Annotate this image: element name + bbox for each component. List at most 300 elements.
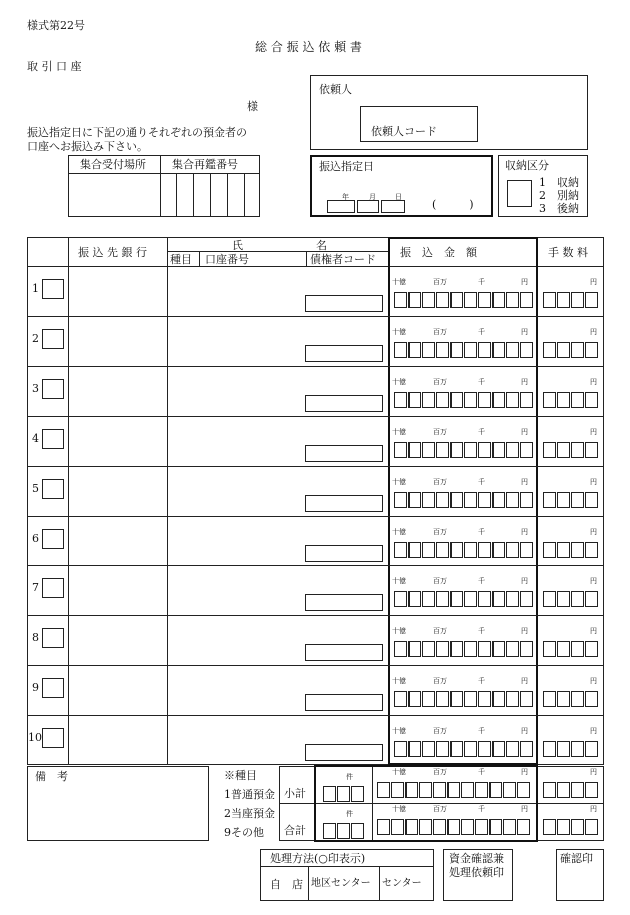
digit-cell[interactable]: [571, 392, 584, 408]
digit-cell[interactable]: [520, 542, 533, 558]
digit-cell[interactable]: [585, 591, 598, 607]
digit-cell[interactable]: [543, 591, 556, 607]
creditor-code-field[interactable]: [305, 295, 383, 312]
fee-yen-label: 円: [590, 278, 597, 286]
transfer-date-label: 振込指定日: [319, 160, 374, 173]
name-header-left: 氏: [232, 239, 243, 252]
digit-cell[interactable]: [506, 342, 519, 358]
creditor-code-field[interactable]: [305, 744, 383, 761]
row-number: 3: [32, 382, 39, 395]
year-field[interactable]: [327, 200, 355, 213]
digit-cell[interactable]: [464, 741, 477, 757]
digit-cell[interactable]: [571, 591, 584, 607]
digit-cell[interactable]: [408, 342, 421, 358]
fee-digits[interactable]: [543, 741, 599, 757]
digit-cell[interactable]: [492, 691, 505, 707]
fee-yen-label: 円: [590, 378, 597, 386]
type-3: 9その他: [224, 826, 264, 839]
digit-cell[interactable]: [450, 741, 463, 757]
digit-cell[interactable]: [543, 342, 556, 358]
digit-cell[interactable]: [478, 691, 491, 707]
digit-cell[interactable]: [489, 819, 502, 835]
digit-cell[interactable]: [433, 819, 446, 835]
digit-cell[interactable]: [323, 786, 336, 802]
unit-sen-label: 千: [478, 577, 485, 585]
row-type-field[interactable]: [42, 479, 64, 499]
fee-digits[interactable]: [543, 641, 599, 657]
digit-cell[interactable]: [405, 819, 418, 835]
digit-cell[interactable]: [543, 819, 556, 835]
digit-cell[interactable]: [585, 492, 598, 508]
digit-cell[interactable]: [464, 492, 477, 508]
digit-cell[interactable]: [543, 741, 556, 757]
digit-cell[interactable]: [461, 782, 474, 798]
digit-cell[interactable]: [450, 492, 463, 508]
creditor-code-field[interactable]: [305, 594, 383, 611]
row-number: 2: [32, 332, 39, 345]
digit-cell[interactable]: [450, 591, 463, 607]
digit-cell[interactable]: [464, 641, 477, 657]
amount-digits[interactable]: [394, 342, 534, 358]
amount-digits[interactable]: [394, 542, 534, 558]
processing-option-district-center[interactable]: 地区センター: [311, 878, 371, 889]
account-number-header: 口座番号: [205, 253, 249, 266]
digit-cell[interactable]: [571, 741, 584, 757]
digit-cell[interactable]: [520, 342, 533, 358]
digit-cell[interactable]: [422, 342, 435, 358]
day-label: 日: [395, 193, 402, 201]
digit-cell[interactable]: [394, 591, 407, 607]
digit-cell[interactable]: [571, 641, 584, 657]
unit-hyakuman-label: 百万: [433, 378, 447, 386]
subtotal-count-unit: 件: [346, 773, 353, 781]
unit-10oku-label: 十億: [392, 677, 406, 685]
digit-cell[interactable]: [475, 819, 488, 835]
type-1: 1普通預金: [224, 788, 275, 801]
digit-cell[interactable]: [557, 292, 570, 308]
digit-cell[interactable]: [422, 591, 435, 607]
digit-cell[interactable]: [492, 542, 505, 558]
digit-cell[interactable]: [478, 641, 491, 657]
fee-digits[interactable]: [543, 342, 599, 358]
digit-cell[interactable]: [475, 782, 488, 798]
amount-digits[interactable]: [394, 442, 534, 458]
digit-cell[interactable]: [394, 442, 407, 458]
digit-cell[interactable]: [585, 819, 598, 835]
fee-yen-label: 円: [590, 528, 597, 536]
digit-cell[interactable]: [436, 591, 449, 607]
unit-hyakuman-label: 百万: [433, 677, 447, 685]
unit-sen-label: 千: [478, 677, 485, 685]
creditor-code-field[interactable]: [305, 395, 383, 412]
unit-sen-label: 千: [478, 528, 485, 536]
digit-cell[interactable]: [557, 392, 570, 408]
digit-cell[interactable]: [478, 741, 491, 757]
creditor-code-field[interactable]: [305, 495, 383, 512]
digit-cell[interactable]: [464, 342, 477, 358]
digit-cell[interactable]: [492, 342, 505, 358]
digit-cell[interactable]: [394, 342, 407, 358]
digit-cell[interactable]: [571, 542, 584, 558]
digit-cell[interactable]: [557, 782, 570, 798]
digit-cell[interactable]: [422, 542, 435, 558]
unit-10oku-label: 十億: [392, 278, 406, 286]
fee-digits[interactable]: [543, 442, 599, 458]
digit-cell[interactable]: [408, 492, 421, 508]
digit-cell[interactable]: [506, 691, 519, 707]
digit-cell[interactable]: [447, 782, 460, 798]
unit-sen-label: 千: [478, 478, 485, 486]
requester-label: 依頼人: [319, 83, 352, 96]
digit-cell[interactable]: [557, 819, 570, 835]
row-type-field[interactable]: [42, 279, 64, 299]
digit-cell[interactable]: [394, 741, 407, 757]
digit-cell[interactable]: [377, 819, 390, 835]
digit-cell[interactable]: [543, 292, 556, 308]
row-number: 1: [32, 282, 39, 295]
digit-cell[interactable]: [557, 442, 570, 458]
digit-cell[interactable]: [557, 492, 570, 508]
unit-yen-label: 円: [521, 577, 528, 585]
digit-cell[interactable]: [436, 542, 449, 558]
digit-cell[interactable]: [464, 542, 477, 558]
day-field[interactable]: [381, 200, 405, 213]
digit-cell[interactable]: [478, 492, 491, 508]
creditor-code-field[interactable]: [305, 545, 383, 562]
digit-cell[interactable]: [557, 542, 570, 558]
digit-cell[interactable]: [571, 442, 584, 458]
digit-cell[interactable]: [450, 641, 463, 657]
unit-10oku-label: 十億: [392, 768, 406, 776]
subtotal-count-digits[interactable]: [323, 786, 365, 802]
digit-cell[interactable]: [478, 542, 491, 558]
amount-digits[interactable]: [394, 591, 534, 607]
digit-cell[interactable]: [394, 392, 407, 408]
amount-digits[interactable]: [394, 641, 534, 657]
digit-cell[interactable]: [520, 442, 533, 458]
digit-cell[interactable]: [506, 392, 519, 408]
digit-cell[interactable]: [543, 492, 556, 508]
processing-option-center[interactable]: センター: [382, 878, 422, 889]
digit-cell[interactable]: [492, 591, 505, 607]
digit-cell[interactable]: [422, 492, 435, 508]
digit-cell[interactable]: [506, 442, 519, 458]
unit-hyakuman-label: 百万: [433, 577, 447, 585]
digit-cell[interactable]: [492, 392, 505, 408]
unit-yen-label: 円: [521, 278, 528, 286]
digit-cell[interactable]: [422, 442, 435, 458]
amount-digits[interactable]: [394, 741, 534, 757]
digit-cell[interactable]: [506, 492, 519, 508]
unit-10oku-label: 十億: [392, 727, 406, 735]
month-field[interactable]: [357, 200, 379, 213]
row-type-field[interactable]: [42, 578, 64, 598]
digit-cell[interactable]: [520, 392, 533, 408]
digit-cell[interactable]: [408, 741, 421, 757]
year-label: 年: [342, 193, 349, 201]
digit-cell[interactable]: [450, 342, 463, 358]
digit-cell[interactable]: [436, 691, 449, 707]
digit-cell[interactable]: [557, 741, 570, 757]
digit-cell[interactable]: [557, 342, 570, 358]
digit-cell[interactable]: [422, 641, 435, 657]
digit-cell[interactable]: [520, 641, 533, 657]
fee-digits[interactable]: [543, 392, 599, 408]
digit-cell[interactable]: [394, 641, 407, 657]
digit-cell[interactable]: [520, 292, 533, 308]
digit-cell[interactable]: [351, 823, 364, 839]
unit-yen-label: 円: [521, 727, 528, 735]
unit-sen-label: 千: [478, 805, 485, 813]
digit-cell[interactable]: [377, 782, 390, 798]
digit-cell[interactable]: [433, 782, 446, 798]
fee-yen-label: 円: [590, 768, 597, 776]
digit-cell[interactable]: [408, 292, 421, 308]
payment-category-field[interactable]: [507, 180, 532, 207]
unit-hyakuman-label: 百万: [433, 627, 447, 635]
digit-cell[interactable]: [543, 691, 556, 707]
unit-10oku-label: 十億: [392, 328, 406, 336]
digit-cell[interactable]: [436, 641, 449, 657]
digit-cell[interactable]: [585, 641, 598, 657]
digit-cell[interactable]: [557, 641, 570, 657]
subtotal-amount-digits[interactable]: [377, 782, 531, 798]
digit-cell[interactable]: [408, 591, 421, 607]
digit-cell[interactable]: [571, 342, 584, 358]
digit-cell[interactable]: [571, 782, 584, 798]
digit-cell[interactable]: [450, 542, 463, 558]
amount-digits[interactable]: [394, 292, 534, 308]
unit-sen-label: 千: [478, 378, 485, 386]
row-type-field[interactable]: [42, 429, 64, 449]
type-2: 2当座預金: [224, 807, 275, 820]
digit-cell[interactable]: [478, 442, 491, 458]
digit-cell[interactable]: [436, 392, 449, 408]
amount-digits[interactable]: [394, 392, 534, 408]
name-header-right: 名: [316, 239, 327, 252]
digit-cell[interactable]: [585, 342, 598, 358]
fee-digits[interactable]: [543, 691, 599, 707]
digit-cell[interactable]: [394, 492, 407, 508]
digit-cell[interactable]: [543, 641, 556, 657]
unit-hyakuman-label: 百万: [433, 428, 447, 436]
digit-cell[interactable]: [464, 591, 477, 607]
digit-cell[interactable]: [506, 591, 519, 607]
digit-cell[interactable]: [506, 641, 519, 657]
digit-cell[interactable]: [503, 782, 516, 798]
digit-cell[interactable]: [391, 819, 404, 835]
digit-cell[interactable]: [557, 591, 570, 607]
digit-cell[interactable]: [492, 292, 505, 308]
digit-cell[interactable]: [557, 691, 570, 707]
unit-yen-label: 円: [521, 528, 528, 536]
digit-cell[interactable]: [394, 292, 407, 308]
total-label: 合計: [284, 824, 306, 837]
amount-digits[interactable]: [394, 691, 534, 707]
total-amount-digits[interactable]: [377, 819, 531, 835]
row-type-field[interactable]: [42, 379, 64, 399]
digit-cell[interactable]: [543, 782, 556, 798]
digit-cell[interactable]: [391, 782, 404, 798]
unit-sen-label: 千: [478, 727, 485, 735]
digit-cell[interactable]: [585, 691, 598, 707]
digit-cell[interactable]: [337, 823, 350, 839]
remarks-label: 備 考: [35, 770, 68, 783]
fee-yen-label: 円: [590, 428, 597, 436]
digit-cell[interactable]: [517, 819, 530, 835]
digit-cell[interactable]: [461, 819, 474, 835]
processing-option-own-branch[interactable]: 自 店: [270, 878, 303, 891]
digit-cell[interactable]: [436, 741, 449, 757]
digit-cell[interactable]: [422, 392, 435, 408]
row-type-field[interactable]: [42, 628, 64, 648]
digit-cell[interactable]: [520, 741, 533, 757]
digit-cell[interactable]: [478, 591, 491, 607]
unit-yen-label: 円: [521, 478, 528, 486]
unit-sen-label: 千: [478, 428, 485, 436]
fee-yen-label: 円: [590, 727, 597, 735]
unit-hyakuman-label: 百万: [433, 727, 447, 735]
digit-cell[interactable]: [478, 342, 491, 358]
digit-cell[interactable]: [489, 782, 502, 798]
digit-cell[interactable]: [492, 442, 505, 458]
row-number: 10: [28, 731, 42, 744]
processing-method-label: 処理方法(○印表示): [270, 852, 366, 865]
digit-cell[interactable]: [436, 342, 449, 358]
digit-cell[interactable]: [337, 786, 350, 802]
digit-cell[interactable]: [543, 442, 556, 458]
digit-cell[interactable]: [394, 542, 407, 558]
unit-10oku-label: 十億: [392, 805, 406, 813]
digit-cell[interactable]: [585, 782, 598, 798]
digit-cell[interactable]: [323, 823, 336, 839]
digit-cell[interactable]: [585, 292, 598, 308]
digit-cell[interactable]: [464, 392, 477, 408]
instruction-line2: 口座へお振込み下さい。: [27, 140, 148, 153]
total-fee-digits[interactable]: [543, 819, 599, 835]
row-type-field[interactable]: [42, 529, 64, 549]
fee-yen-label: 円: [590, 478, 597, 486]
digit-cell[interactable]: [422, 741, 435, 757]
requester-code-label: 依頼人コード: [371, 125, 437, 138]
fee-header: 手 数 料: [548, 246, 588, 259]
fee-digits[interactable]: [543, 542, 599, 558]
digit-cell[interactable]: [585, 542, 598, 558]
digit-cell[interactable]: [543, 542, 556, 558]
digit-cell[interactable]: [506, 292, 519, 308]
row-type-field[interactable]: [42, 329, 64, 349]
digit-cell[interactable]: [585, 442, 598, 458]
unit-sen-label: 千: [478, 768, 485, 776]
digit-cell[interactable]: [506, 741, 519, 757]
digit-cell[interactable]: [585, 741, 598, 757]
digit-cell[interactable]: [408, 641, 421, 657]
digit-cell[interactable]: [520, 591, 533, 607]
digit-cell[interactable]: [422, 292, 435, 308]
month-label: 月: [369, 193, 376, 201]
digit-cell[interactable]: [571, 819, 584, 835]
unit-yen-label: 円: [521, 805, 528, 813]
digit-cell[interactable]: [464, 691, 477, 707]
digit-cell[interactable]: [464, 442, 477, 458]
digit-cell[interactable]: [436, 442, 449, 458]
row-type-field[interactable]: [42, 678, 64, 698]
digit-cell[interactable]: [351, 786, 364, 802]
digit-cell[interactable]: [408, 442, 421, 458]
digit-cell[interactable]: [585, 392, 598, 408]
digit-cell[interactable]: [447, 819, 460, 835]
digit-cell[interactable]: [517, 782, 530, 798]
digit-cell[interactable]: [543, 392, 556, 408]
unit-hyakuman-label: 百万: [433, 478, 447, 486]
unit-hyakuman-label: 百万: [433, 768, 447, 776]
instruction-line1: 振込指定日に下記の通りそれぞれの預金者の: [27, 126, 247, 139]
fee-yen-label: 円: [590, 627, 597, 635]
unit-hyakuman-label: 百万: [433, 278, 447, 286]
digit-cell[interactable]: [422, 691, 435, 707]
unit-10oku-label: 十億: [392, 478, 406, 486]
subtotal-fee-digits[interactable]: [543, 782, 599, 798]
digit-cell[interactable]: [436, 292, 449, 308]
digit-cell[interactable]: [503, 819, 516, 835]
digit-cell[interactable]: [492, 492, 505, 508]
digit-cell[interactable]: [520, 492, 533, 508]
digit-cell[interactable]: [394, 691, 407, 707]
digit-cell[interactable]: [492, 741, 505, 757]
total-count-digits[interactable]: [323, 823, 365, 839]
fee-digits[interactable]: [543, 292, 599, 308]
digit-cell[interactable]: [492, 641, 505, 657]
digit-cell[interactable]: [419, 782, 432, 798]
digit-cell[interactable]: [408, 542, 421, 558]
digit-cell[interactable]: [405, 782, 418, 798]
creditor-code-field[interactable]: [305, 445, 383, 462]
digit-cell[interactable]: [571, 691, 584, 707]
digit-cell[interactable]: [450, 392, 463, 408]
amount-digits[interactable]: [394, 492, 534, 508]
weekday-paren: ( ): [432, 198, 474, 211]
fee-digits[interactable]: [543, 492, 599, 508]
digit-cell[interactable]: [571, 292, 584, 308]
digit-cell[interactable]: [436, 492, 449, 508]
digit-cell[interactable]: [520, 691, 533, 707]
digit-cell[interactable]: [450, 691, 463, 707]
digit-cell[interactable]: [478, 392, 491, 408]
fund-confirm-line1: 資金確認兼: [449, 852, 504, 865]
digit-cell[interactable]: [450, 442, 463, 458]
digit-cell[interactable]: [464, 292, 477, 308]
digit-cell[interactable]: [506, 542, 519, 558]
row-number: 8: [32, 631, 39, 644]
form-title: 総 合 振 込 依 頼 書: [255, 40, 362, 54]
creditor-code-field[interactable]: [305, 345, 383, 362]
payment-option-1: 1 収納: [539, 176, 579, 189]
creditor-code-field[interactable]: [305, 644, 383, 661]
creditor-code-field[interactable]: [305, 694, 383, 711]
row-type-field[interactable]: [42, 728, 64, 748]
digit-cell[interactable]: [571, 492, 584, 508]
digit-cell[interactable]: [408, 691, 421, 707]
fee-digits[interactable]: [543, 591, 599, 607]
digit-cell[interactable]: [419, 819, 432, 835]
digit-cell[interactable]: [408, 392, 421, 408]
digit-cell[interactable]: [450, 292, 463, 308]
fee-yen-label: 円: [590, 577, 597, 585]
digit-cell[interactable]: [478, 292, 491, 308]
subtotal-label: 小計: [284, 787, 306, 800]
form-number: 様式第22号: [27, 19, 85, 32]
unit-yen-label: 円: [521, 677, 528, 685]
